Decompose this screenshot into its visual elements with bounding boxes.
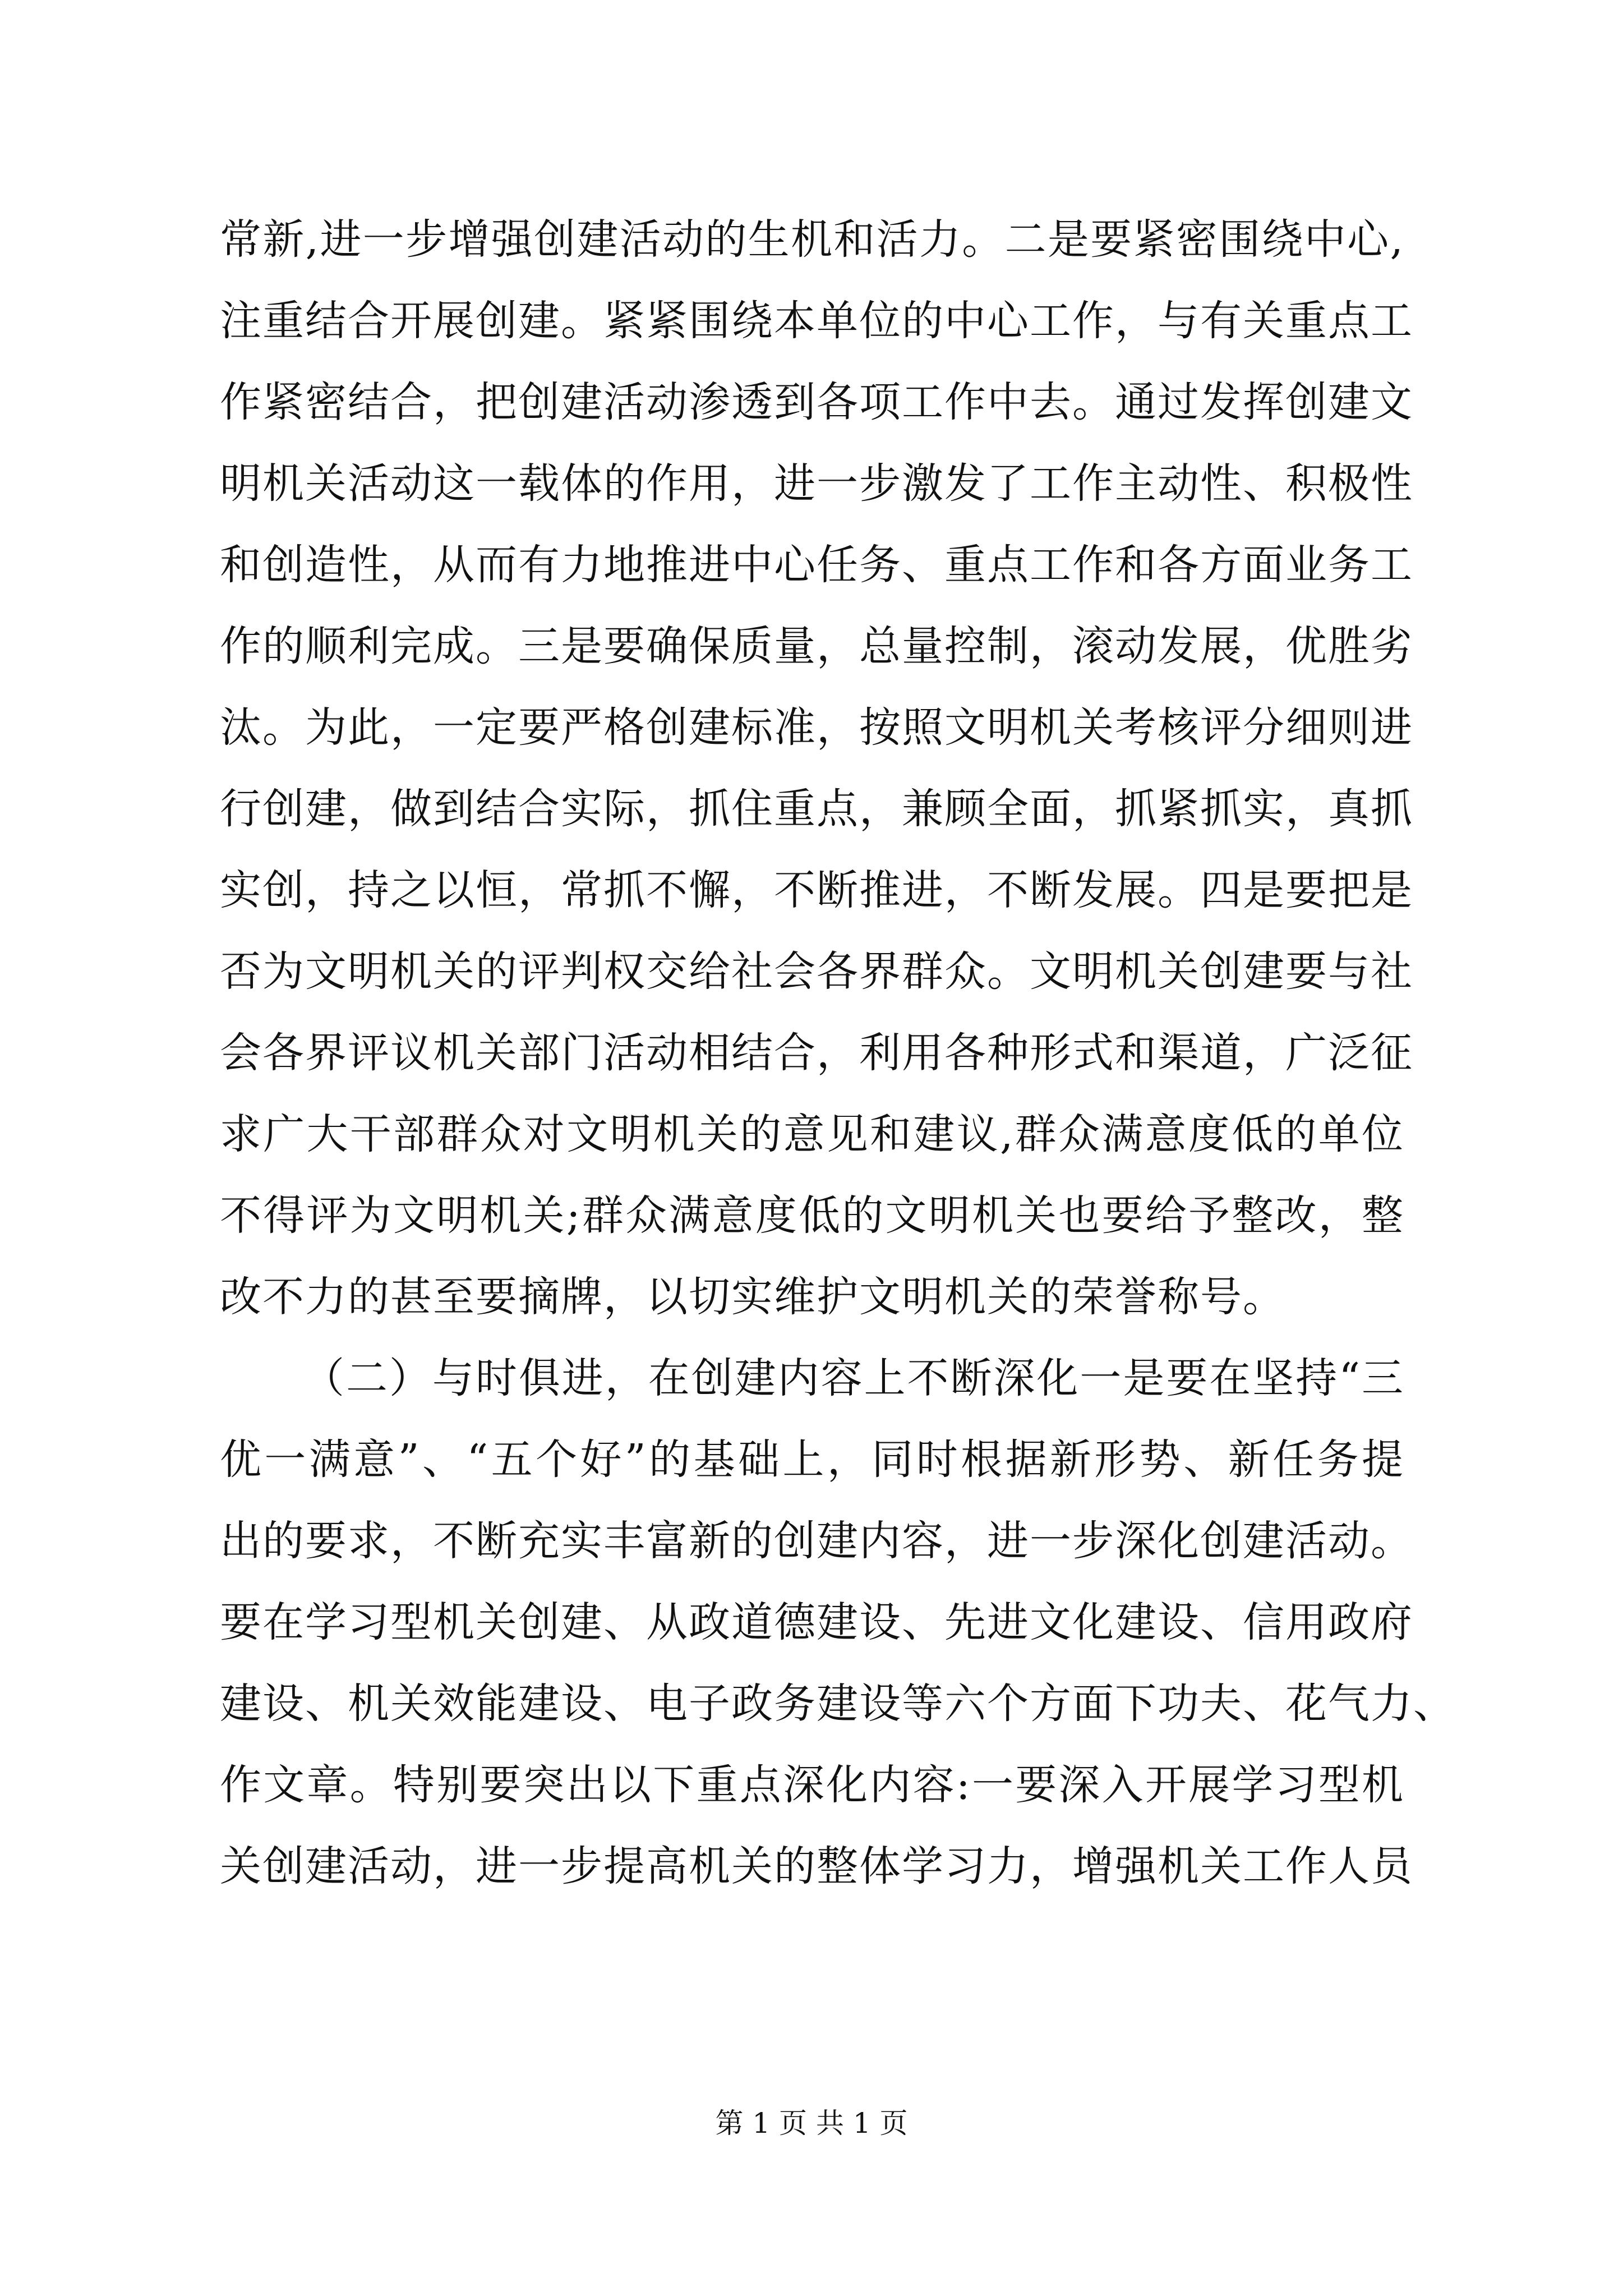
text-line: 汰。为此，一定要严格创建标准，按照文明机关考核评分细则进 bbox=[220, 703, 1413, 752]
text-line: 出的要求，不断充实丰富新的创建内容，进一步深化创建活动。 bbox=[220, 1517, 1413, 1565]
text-line: 优一满意”、“五个好”的基础上，同时根据新形势、新任务提 bbox=[220, 1435, 1404, 1484]
text-line: 注重结合开展创建。紧紧围绕本单位的中心工作，与有关重点工 bbox=[220, 297, 1413, 345]
text-line: 作文章。特别要突出以下重点深化内容:一要深入开展学习型机 bbox=[220, 1761, 1404, 1809]
page-number-footer: 第 1 页 共 1 页 bbox=[715, 2107, 908, 2139]
text-line: 和创造性，从而有力地推进中心任务、重点工作和各方面业务工 bbox=[220, 541, 1413, 589]
text-line: 建设、机关效能建设、电子政务建设等六个方面下功夫、花气力、 bbox=[220, 1680, 1456, 1728]
text-line: 实创，持之以恒，常抓不懈，不断推进，不断发展。四是要把是 bbox=[220, 866, 1413, 914]
text-line: 不得评为文明机关;群众满意度低的文明机关也要给予整改，整 bbox=[220, 1191, 1404, 1240]
text-line: 求广大干部群众对文明机关的意见和建议,群众满意度低的单位 bbox=[220, 1110, 1404, 1158]
text-line: 作紧密结合，把创建活动渗透到各项工作中去。通过发挥创建文 bbox=[220, 378, 1413, 426]
text-line: 否为文明机关的评判权交给社会各界群众。文明机关创建要与社 bbox=[220, 947, 1413, 996]
text-line: 改不力的甚至要摘牌，以切实维护文明机关的荣誉称号。 bbox=[220, 1273, 1285, 1321]
text-line: 明机关活动这一载体的作用，进一步激发了工作主动性、积极性 bbox=[220, 459, 1413, 508]
text-line: 行创建，做到结合实际，抓住重点，兼顾全面，抓紧抓实，真抓 bbox=[220, 785, 1413, 833]
text-line: 会各界评议机关部门活动相结合，利用各种形式和渠道，广泛征 bbox=[220, 1029, 1413, 1077]
paragraph-first-line: （二）与时俱进，在创建内容上不断深化一是要在坚持“三 bbox=[303, 1354, 1404, 1402]
document-body bbox=[220, 199, 1456, 1907]
text-line: 关创建活动，进一步提高机关的整体学习力，增强机关工作人员 bbox=[220, 1842, 1413, 1890]
text-line: 作的顺利完成。三是要确保质量，总量控制，滚动发展，优胜劣 bbox=[220, 622, 1413, 670]
text-line: 常新,进一步增强创建活动的生机和活力。二是要紧密围绕中心, bbox=[220, 215, 1404, 264]
text-line: 要在学习型机关创建、从政道德建设、先进文化建设、信用政府 bbox=[220, 1598, 1413, 1646]
